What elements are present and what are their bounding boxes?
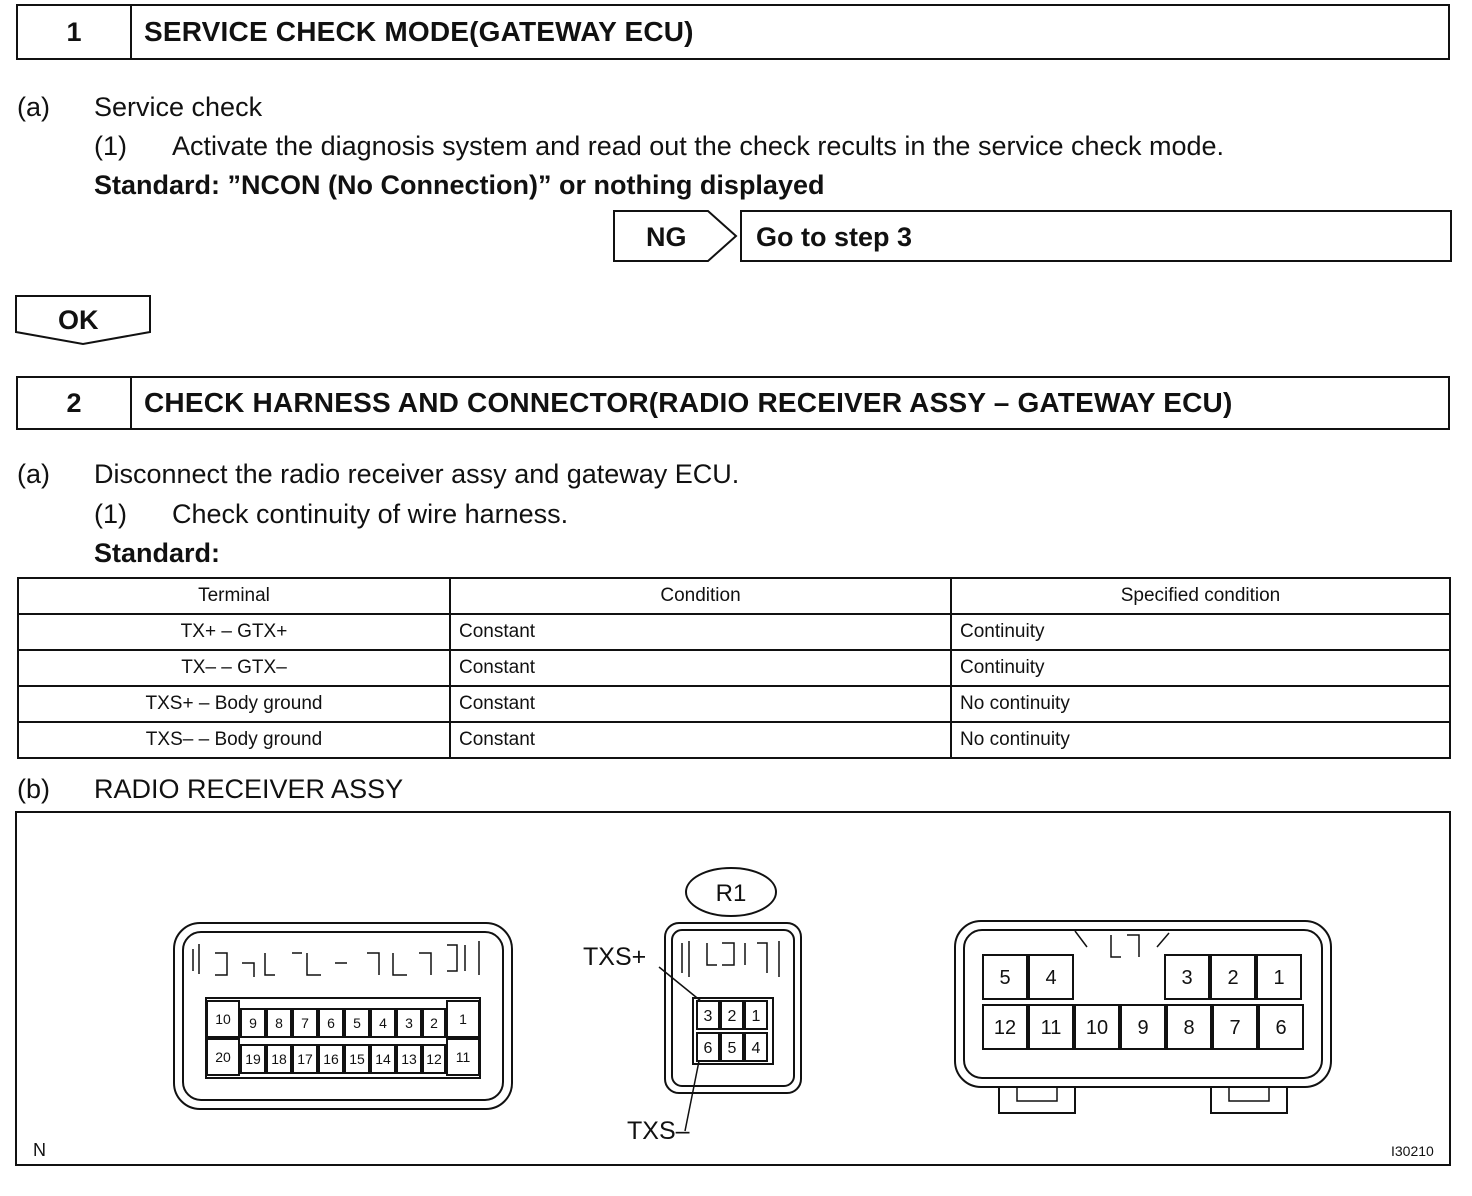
right-latch-right-inner — [1229, 1087, 1269, 1101]
connector-diagram — [15, 811, 1451, 1166]
right-pin-5-label: 5 — [999, 967, 1011, 990]
mid-pin-5-label: 5 — [727, 1039, 737, 1057]
left-pin-10-label: 10 — [215, 1011, 231, 1028]
left-pin-12-label: 12 — [426, 1051, 442, 1068]
left-pin-9-label: 9 — [249, 1015, 257, 1032]
table-cell-condition: Constant — [450, 614, 951, 650]
mid-pin-4-label: 4 — [751, 1039, 761, 1057]
left-pin-4-label: 4 — [379, 1015, 387, 1032]
right-pin-4-label: 4 — [1045, 967, 1057, 990]
step1-sub-marker: (1) — [94, 131, 127, 161]
table-row — [18, 614, 1450, 650]
right-pin-7-label: 7 — [1229, 1017, 1241, 1040]
left-pin-17-label: 17 — [297, 1051, 313, 1068]
table-row — [18, 722, 1450, 758]
mid-pin-1-label: 1 — [751, 1007, 761, 1025]
step2-b-text: RADIO RECEIVER ASSY — [94, 774, 404, 804]
step1-title: SERVICE CHECK MODE(GATEWAY ECU) — [144, 16, 694, 47]
left-pin-14-label: 14 — [375, 1051, 391, 1068]
left-pin-16-label: 16 — [323, 1051, 339, 1068]
step2-b-marker: (b) — [17, 774, 50, 804]
step1-number: 1 — [18, 6, 132, 58]
step2-sub-marker: (1) — [94, 499, 127, 529]
right-pin-8-label: 8 — [1183, 1017, 1195, 1040]
right-pin-9-label: 9 — [1137, 1017, 1149, 1040]
mid-pin-2-label: 2 — [727, 1007, 737, 1025]
right-pin-12-label: 12 — [993, 1017, 1017, 1040]
left-pin-20-label: 20 — [215, 1049, 231, 1066]
right-pin-6-label: 6 — [1275, 1017, 1287, 1040]
table-cell-condition: Constant — [450, 650, 951, 686]
step1-a-text: Service check — [94, 92, 263, 122]
txs-minus-label: TXS– — [627, 1117, 690, 1145]
table-cell-terminal: TX– – GTX– — [18, 650, 450, 686]
left-connector-ridge — [193, 941, 479, 977]
step2-a-text: Disconnect the radio receiver assy and gateway ECU. — [94, 459, 740, 489]
table-cell-specified: No continuity — [951, 686, 1450, 722]
table-cell-specified: No continuity — [951, 722, 1450, 758]
right-pin-11-label: 11 — [1040, 1017, 1062, 1040]
table-cell-condition: Constant — [450, 722, 951, 758]
right-pin-2-label: 2 — [1227, 967, 1239, 990]
ng-action-text: Go to step 3 — [756, 222, 913, 252]
right-latch-left-inner — [1017, 1087, 1057, 1101]
table-header-specified: Specified condition — [951, 578, 1450, 614]
table-cell-terminal: TX+ – GTX+ — [18, 614, 450, 650]
table-row — [18, 650, 1450, 686]
mid-pin-6-label: 6 — [703, 1039, 713, 1057]
step1-a-marker: (a) — [17, 92, 50, 122]
step2-a-marker: (a) — [17, 459, 50, 489]
step2-header — [16, 376, 1450, 430]
connector-diagram-svg — [17, 813, 1449, 1164]
left-pin-3-label: 3 — [405, 1015, 413, 1032]
ng-label: NG — [646, 222, 687, 252]
right-pin-1-label: 1 — [1273, 967, 1285, 990]
table-cell-terminal: TXS– – Body ground — [18, 722, 450, 758]
left-pin-15-label: 15 — [349, 1051, 365, 1068]
step2-title: CHECK HARNESS AND CONNECTOR(RADIO RECEIVER ASSY – GATEWAY ECU) — [144, 387, 1233, 418]
right-pin-10-label: 10 — [1085, 1017, 1109, 1040]
left-pin-2-label: 2 — [430, 1015, 438, 1032]
left-pin-1-label: 1 — [459, 1011, 467, 1028]
left-pin-19-label: 19 — [245, 1051, 261, 1068]
r1-label: R1 — [715, 880, 747, 907]
right-latch-right — [1211, 1087, 1287, 1113]
left-pin-18-label: 18 — [271, 1051, 287, 1068]
step2-number: 2 — [18, 378, 132, 428]
continuity-table — [17, 577, 1451, 759]
left-pin-7-label: 7 — [301, 1015, 309, 1032]
left-pin-11-label: 11 — [455, 1049, 471, 1066]
table-cell-specified: Continuity — [951, 614, 1450, 650]
right-latch-left — [999, 1087, 1075, 1113]
step1-sub-text: Activate the diagnosis system and read out the check recults in the service check mode. — [172, 131, 1225, 161]
left-pin-13-label: 13 — [401, 1051, 417, 1068]
left-pin-5-label: 5 — [353, 1015, 361, 1032]
step2-standard: Standard: — [94, 538, 221, 568]
table-header-condition: Condition — [450, 578, 951, 614]
txs-plus-label: TXS+ — [583, 943, 647, 971]
table-cell-terminal: TXS+ – Body ground — [18, 686, 450, 722]
corner-left-label: N — [33, 1140, 46, 1160]
table-header-terminal: Terminal — [18, 578, 450, 614]
left-pin-6-label: 6 — [327, 1015, 335, 1032]
pin-layer — [207, 955, 1303, 1075]
table-row — [18, 686, 1450, 722]
mid-pin-3-label: 3 — [703, 1007, 713, 1025]
table-cell-condition: Constant — [450, 686, 951, 722]
left-pin-8-label: 8 — [275, 1015, 283, 1032]
step2-sub-text: Check continuity of wire harness. — [172, 499, 569, 529]
ok-label: OK — [58, 305, 99, 335]
step1-standard: Standard: ”NCON (No Connection)” or nothing displayed — [94, 170, 825, 200]
right-pin-3-label: 3 — [1181, 967, 1193, 990]
right-connector-ridge — [1075, 931, 1169, 957]
table-cell-specified: Continuity — [951, 650, 1450, 686]
corner-right-label: I30210 — [1391, 1143, 1434, 1159]
mid-connector-ridge — [682, 941, 779, 977]
table-header-row — [18, 578, 1450, 614]
step1-header — [16, 4, 1450, 60]
